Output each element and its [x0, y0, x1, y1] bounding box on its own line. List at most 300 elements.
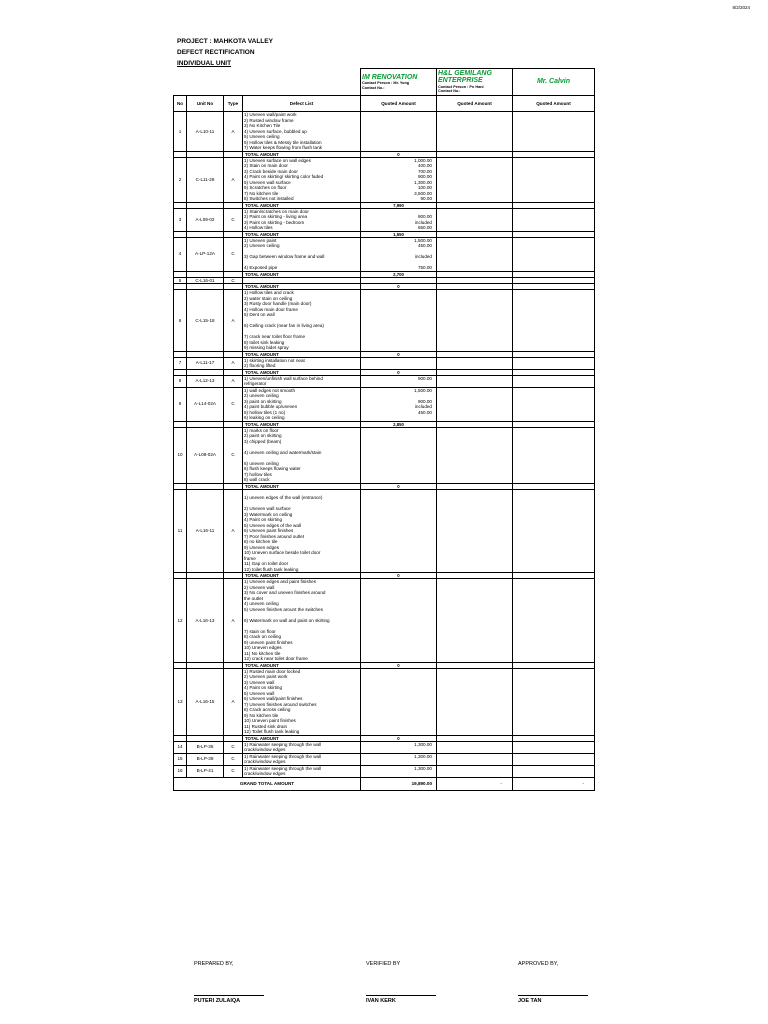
defect-item: 3) Watermark on ceiling — [244, 511, 293, 517]
grand-total-row — [174, 777, 595, 790]
prepared-by-name: PUTERI ZULAIQA — [194, 998, 241, 1004]
defect-item: 6) Hollow tiles & Messy tile installation — [244, 139, 322, 145]
unit-code: A-L16-13 — [187, 579, 224, 663]
col-quoted-3: Quoted Amount — [513, 96, 595, 112]
col-type: Type — [224, 96, 243, 112]
quoted-amount-3-cell — [513, 208, 595, 231]
quoted-amount-cell — [361, 357, 437, 369]
unit-number: 7 — [174, 357, 187, 369]
defect-amount: 1,500.00 — [414, 387, 432, 393]
unit-code: B-LP-41 — [187, 765, 224, 777]
defect-list-cell — [243, 237, 361, 271]
defect-item: 7) Uneven finishes around switches — [244, 701, 317, 707]
grand-total-label: GRAND TOTAL AMOUNT — [174, 777, 361, 790]
defect-item: 8) wall crack — [244, 477, 270, 482]
project-title: PROJECT : MAHKOTA VALLEY — [177, 38, 273, 45]
defect-amount: 650.00 — [417, 225, 432, 230]
defect-item: 1) Rainwater seeping through the wall — [244, 765, 322, 771]
grand-total-value-2: - — [437, 777, 513, 790]
defect-list-cell — [243, 290, 361, 352]
unit-number: 15 — [174, 753, 187, 765]
quoted-amount-2-cell — [437, 489, 513, 573]
defect-item: 9) Uneven edges — [244, 544, 279, 550]
defect-item: 6) leaking on ceiling — [244, 415, 285, 420]
defect-amount: 750.00 — [417, 265, 432, 270]
defect-item: 2) Paint on skirting - living area — [244, 214, 308, 219]
document-subtitle: DEFECT RECTIFICATION — [177, 49, 255, 56]
unit-code: B-LP-39 — [187, 753, 224, 765]
quoted-amount-2-cell — [437, 157, 513, 202]
total-amount-value: 0 — [361, 351, 437, 357]
unit-type: C — [224, 427, 243, 483]
defect-item: 3) Uneven wall — [244, 679, 275, 685]
quoted-amount-3-cell — [513, 112, 595, 152]
defect-list-cell — [243, 357, 361, 369]
defect-item: 4) Exposed pipe — [244, 265, 278, 270]
defect-item: 6) Ceiling crack (near fan in living area) — [244, 323, 324, 328]
total-amount-value: 0 — [361, 735, 437, 741]
defect-item: 5) Uneven wall — [244, 690, 275, 696]
defect-amount: 90.00 — [420, 196, 432, 201]
defect-item: 3) Rusty door handle (main door) — [244, 301, 312, 306]
defect-item: 10) Uneven surface beside toilet door — [244, 550, 321, 555]
unit-number: 14 — [174, 741, 187, 753]
total-amount-value: 0 — [361, 483, 437, 489]
unit-type: C — [224, 277, 243, 284]
unit-type: A — [224, 489, 243, 573]
total-amount-value: 1,550 — [361, 231, 437, 237]
defect-list-cell — [243, 112, 361, 152]
defect-amount — [362, 771, 435, 777]
quoted-amount-3-cell — [513, 375, 595, 387]
unit-number: 5 — [174, 277, 187, 284]
unit-code: A-L08-02A — [187, 427, 224, 483]
defect-list-cell — [243, 157, 361, 202]
unit-type: A — [224, 375, 243, 387]
total-amount-label: TOTAL AMOUNT — [243, 662, 361, 668]
defect-item: 1) wall edges not smooth — [244, 387, 296, 393]
total-amount-label: TOTAL AMOUNT — [243, 271, 361, 277]
defect-list-cell — [243, 753, 361, 765]
defect-item: 4) paint bubble up/uneven — [244, 404, 298, 409]
total-amount-value: 0 — [361, 369, 437, 375]
vendor-1-name: IM RENOVATION — [362, 73, 418, 81]
quoted-amount-cell — [361, 387, 437, 421]
unit-row — [174, 668, 595, 735]
unit-number: 4 — [174, 237, 187, 271]
col-unit-no: Unit No — [187, 96, 224, 112]
defect-list-cell — [243, 765, 361, 777]
quoted-amount-2-cell — [437, 375, 513, 387]
vendor-1-cell — [361, 69, 437, 96]
quoted-amount-2-cell — [437, 427, 513, 483]
defect-amount — [362, 567, 435, 573]
quoted-amount-3-cell — [513, 753, 595, 765]
defect-amount: 900.00 — [417, 375, 432, 381]
defect-item: 5) Uneven finishes arount the switches — [244, 606, 323, 612]
defect-amount — [362, 747, 435, 753]
unit-number: 11 — [174, 489, 187, 573]
unit-row — [174, 157, 595, 202]
defect-item: refrigerator — [244, 381, 267, 386]
total-amount-label: TOTAL AMOUNT — [243, 369, 361, 375]
defect-item: 12) crack near toilet door frame — [244, 656, 308, 661]
defect-amount: 1,300.00 — [414, 179, 432, 185]
defect-item: 4) Hollow tiles — [244, 225, 273, 230]
quoted-amount-3-cell — [513, 387, 595, 421]
defect-item: 1) uneven edges of the wall (entrance) — [244, 495, 323, 500]
quoted-amount-cell — [361, 741, 437, 753]
unit-type: A — [224, 357, 243, 369]
defect-item: 8) toilet sink leaking — [244, 339, 285, 345]
quoted-amount-3-cell — [513, 237, 595, 271]
defect-item: 2) Rusted window frame — [244, 117, 294, 123]
quoted-amount-cell — [361, 489, 437, 573]
defect-item: 10) Uneven paint finishes — [244, 718, 296, 723]
quoted-amount-cell — [361, 753, 437, 765]
quoted-amount-cell — [361, 112, 437, 152]
defect-list-cell — [243, 375, 361, 387]
quoted-amount-cell — [361, 157, 437, 202]
unit-row — [174, 753, 595, 765]
defect-item: 8) Switches not installed — [244, 196, 294, 201]
defect-amount: 3,500.00 — [414, 190, 432, 196]
total-amount-value: 0 — [361, 151, 437, 157]
print-date: 8/2/2024 — [732, 5, 750, 10]
quoted-amount-2-cell — [437, 741, 513, 753]
defect-item: 9) No kitchen tile — [244, 712, 279, 718]
grand-total-value-3: - — [513, 777, 595, 790]
unit-code: A-L16-15 — [187, 668, 224, 735]
defect-item: 4) Uneven surface, bubbled up — [244, 128, 307, 134]
quoted-amount-2-cell — [437, 237, 513, 271]
unit-type: C — [224, 208, 243, 231]
unit-row — [174, 237, 595, 271]
total-amount-label: TOTAL AMOUNT — [243, 151, 361, 157]
unit-row — [174, 489, 595, 573]
defect-item: 4) uneven ceiling and watermark/stain — [244, 449, 322, 455]
verified-by-name: IVAN KERK — [366, 998, 396, 1004]
defect-list-cell — [243, 427, 361, 483]
defect-item: 3) No cover and uneven finishes around — [244, 590, 326, 595]
quoted-amount-3-cell — [513, 427, 595, 483]
defect-item: 6) flush keeps flowing water — [244, 466, 301, 471]
defect-item: 4) Hollow main door frame — [244, 306, 298, 312]
defect-item: 12) toilet flush tank leaking — [244, 566, 299, 572]
defect-item: 6) Watermark on wall and paint on skirting — [244, 617, 330, 623]
verified-by-label: VERIFIED BY — [366, 961, 401, 967]
defect-amount — [362, 415, 435, 421]
unit-code: A-L14-02A — [187, 387, 224, 421]
grand-total-value-1: 19,890.00 — [361, 777, 437, 790]
defect-amount: included — [414, 404, 432, 409]
unit-type: A — [224, 668, 243, 735]
quoted-amount-cell — [361, 237, 437, 271]
defect-list-cell — [243, 741, 361, 753]
defect-item: 2) flooring lifted — [244, 363, 276, 368]
defect-item: 7) hollow tiles — [244, 471, 272, 477]
defect-item: 2) Uneven wall surface — [244, 506, 291, 511]
vendor-2-cell — [437, 69, 513, 96]
verified-signature-line — [366, 995, 436, 996]
defect-amount — [362, 477, 435, 483]
unit-row — [174, 579, 595, 663]
total-amount-label: TOTAL AMOUNT — [243, 351, 361, 357]
quoted-amount-2-cell — [437, 387, 513, 421]
total-amount-label: TOTAL AMOUNT — [243, 284, 361, 290]
quoted-amount-cell — [361, 375, 437, 387]
unit-row — [174, 357, 595, 369]
total-amount-label: TOTAL AMOUNT — [243, 231, 361, 237]
defect-item: 2) paint on skirting — [244, 433, 282, 438]
defect-amount — [362, 656, 435, 662]
quoted-amount-2-cell — [437, 753, 513, 765]
defect-amount — [362, 145, 435, 151]
unit-code: A-L11-17 — [187, 357, 224, 369]
defect-item: 4) uneven ceiling — [244, 601, 279, 606]
defect-amount: 700.00 — [417, 168, 432, 174]
defect-item: 5) hollow tiles (1 no) — [244, 409, 286, 415]
defect-amount — [362, 759, 435, 765]
unit-number: 12 — [174, 579, 187, 663]
defect-item — [244, 278, 359, 284]
defect-amount: 1,300.00 — [414, 765, 432, 771]
quoted-amount-cell — [361, 765, 437, 777]
defect-item: 2) Uneven wall — [244, 584, 275, 590]
unit-type: C — [224, 237, 243, 271]
defect-amount — [362, 345, 435, 351]
defect-item: 3) No Kitchen Tile — [244, 123, 281, 128]
defect-amount: included — [414, 219, 432, 225]
defect-item: 1) Hollow tiles and crack — [244, 290, 294, 295]
unit-code: A-LP-12A — [187, 237, 224, 271]
defect-item: crack/window edges — [244, 747, 286, 752]
quoted-amount-2-cell — [437, 357, 513, 369]
defect-item: 1) Stain/scratches on main door — [244, 208, 309, 214]
defect-item: 3) Crack beside main door — [244, 168, 298, 174]
total-amount-value: 2,700 — [361, 271, 437, 277]
defect-amount: 1,300.00 — [414, 741, 432, 747]
unit-row — [174, 741, 595, 753]
total-amount-label: TOTAL AMOUNT — [243, 735, 361, 741]
total-amount-value: 7,990 — [361, 202, 437, 208]
quoted-amount-2-cell — [437, 208, 513, 231]
quoted-amount-cell — [361, 427, 437, 483]
defect-item: 1) marks on floor — [244, 427, 279, 433]
defect-item: 3) Gap between window frame and wall — [244, 254, 325, 259]
vendor-2-contact-person: Contact Person : Pn Hani — [438, 84, 484, 89]
defect-item: 2) Uneven paint work — [244, 674, 288, 679]
defect-item: crack/window edges — [244, 759, 286, 764]
unit-type: C — [224, 741, 243, 753]
defect-item: 4) Paint on skirting — [244, 517, 283, 522]
unit-row — [174, 112, 595, 152]
quoted-amount-2-cell — [437, 290, 513, 352]
defect-item: 1) Rainwater seeping through the wall — [244, 741, 322, 747]
defect-list-cell — [243, 208, 361, 231]
unit-type: A — [224, 157, 243, 202]
unit-code: A-L10-11 — [187, 112, 224, 152]
quoted-amount-3-cell — [513, 579, 595, 663]
approved-by-name: JOE TAN — [518, 998, 542, 1004]
col-no: No — [174, 96, 187, 112]
defect-item: 9) uneven paint finishes — [244, 639, 293, 645]
total-amount-label: TOTAL AMOUNT — [243, 202, 361, 208]
defect-item: 12) Toilet flush tank leaking — [244, 729, 300, 734]
quoted-amount-2-cell — [437, 112, 513, 152]
prepared-signature-line — [194, 995, 264, 996]
defect-item: 2) water stain on ceiling — [244, 295, 293, 301]
total-amount-value: 0 — [361, 284, 437, 290]
defect-item: 7) Poor finishes around outlet — [244, 533, 305, 539]
unit-row — [174, 375, 595, 387]
defect-amount: 450.00 — [417, 409, 432, 415]
col-quoted-2: Quoted Amount — [437, 96, 513, 112]
defect-amount: 900.00 — [417, 398, 432, 404]
defect-amount: 100.00 — [417, 185, 432, 190]
defect-item: 2) Stain on main door — [244, 163, 288, 168]
defect-item: 1) Uneven edges and paint finishes — [244, 579, 317, 584]
defect-amount: 400.00 — [417, 163, 432, 168]
defect-amount: 900.00 — [417, 214, 432, 219]
unit-code: C-L16-01 — [187, 277, 224, 284]
quoted-amount-cell — [361, 668, 437, 735]
quoted-amount-3-cell — [513, 489, 595, 573]
defect-amount: included — [414, 254, 432, 259]
quoted-amount-2-cell — [437, 579, 513, 663]
defect-item: 4) Paint on skirting/ skirting color faded — [244, 174, 324, 179]
column-header-row — [174, 96, 595, 112]
approved-by-label: APPROVED BY, — [518, 961, 559, 967]
defect-item: 5) Dent on wall — [244, 312, 275, 317]
vendor-3-cell — [513, 69, 595, 96]
unit-type: C — [224, 765, 243, 777]
defect-list-cell — [243, 489, 361, 573]
defect-amount — [362, 278, 435, 284]
quoted-amount-3-cell — [513, 765, 595, 777]
total-amount-value: 0 — [361, 573, 437, 579]
defect-item: 11) Rusted sink drain — [244, 723, 288, 729]
quoted-amount-cell — [361, 208, 437, 231]
unit-row — [174, 208, 595, 231]
approved-signature-line — [518, 995, 588, 996]
defect-amount: 900.00 — [417, 174, 432, 179]
defect-item: 11) No kitchen tile — [244, 650, 281, 656]
unit-number: 1 — [174, 112, 187, 152]
defect-item: 6) Uneven wall/paint finishes — [244, 696, 303, 701]
defect-item: 3) chipped (beam) — [244, 438, 282, 444]
unit-code: B-LP-35 — [187, 741, 224, 753]
defect-item: 8) no kitchen tile — [244, 539, 278, 544]
unit-type: A — [224, 112, 243, 152]
col-defect-list: Defect List — [243, 96, 361, 112]
defect-item: 11) Gap on toilet door — [244, 561, 289, 566]
total-amount-value: 2,850 — [361, 421, 437, 427]
defect-table — [173, 68, 595, 791]
defect-item: 1) skirting installation not neat — [244, 357, 305, 363]
defect-amount — [362, 729, 435, 735]
vendor-2-contact-no: Contact No.: — [438, 89, 461, 94]
defect-item: 6) Scratches on floor — [244, 185, 287, 190]
defect-item: 8) crack on ceiling — [244, 634, 282, 639]
total-amount-label: TOTAL AMOUNT — [243, 573, 361, 579]
defect-item: 7) No kitchen tile — [244, 190, 279, 196]
defect-item: 3) paint on skirting — [244, 398, 282, 404]
defect-item: 2) uneven ceiling — [244, 393, 279, 398]
defect-item: 2) Uneven ceiling — [244, 243, 280, 248]
unit-code: A-L12-13 — [187, 375, 224, 387]
unit-row — [174, 765, 595, 777]
quoted-amount-3-cell — [513, 357, 595, 369]
defect-item: 9) missing bidet spray — [244, 345, 289, 350]
defect-item: 6) Uneven paint finishes — [244, 528, 294, 533]
unit-type: C — [224, 387, 243, 421]
defect-item: 10) Uneven edges — [244, 645, 282, 650]
vendor-3-name: Mr. Calvin — [536, 78, 571, 86]
prepared-by-label: PREPARED BY, — [194, 961, 234, 967]
unit-number: 9 — [174, 387, 187, 421]
unit-number: 3 — [174, 208, 187, 231]
defect-item: 1) Uneven wall/paint work — [244, 112, 297, 117]
defect-item: 1) Rainwater seeping through the wall — [244, 753, 322, 759]
total-amount-value: 0 — [361, 662, 437, 668]
unit-code: A-L16-11 — [187, 489, 224, 573]
quoted-amount-3-cell — [513, 741, 595, 753]
unit-code: A-L09-02 — [187, 208, 224, 231]
defect-amount: 450.00 — [417, 243, 432, 248]
defect-item: 1) Uneven paint — [244, 237, 277, 243]
defect-item: 5) Uneven ceiling — [244, 134, 280, 139]
unit-number: 13 — [174, 668, 187, 735]
unit-code: C-L15-18 — [187, 290, 224, 352]
quoted-amount-3-cell — [513, 668, 595, 735]
defect-amount: 1,000.00 — [414, 157, 432, 163]
defect-list-cell — [243, 387, 361, 421]
unit-type: C — [224, 753, 243, 765]
defect-amount: 1,300.00 — [414, 753, 432, 759]
quoted-amount-2-cell — [437, 668, 513, 735]
total-amount-label: TOTAL AMOUNT — [243, 421, 361, 427]
defect-item: 1) Rusted main door locked — [244, 668, 301, 674]
quoted-amount-cell — [361, 579, 437, 663]
unit-type: A — [224, 579, 243, 663]
defect-amount — [362, 381, 435, 387]
defect-item: 1) Uneven/unfinish wall surface behind — [244, 375, 323, 381]
defect-item: the outlet — [244, 595, 263, 601]
defect-item: 3) Paint on skirting - bedroom — [244, 219, 305, 225]
defect-item: 5) Uneven wall surface — [244, 179, 291, 185]
vendor-2-name: H&L GEMILANG ENTERPRISE — [438, 70, 492, 85]
defect-list-cell — [243, 579, 361, 663]
defect-item: crack/window edges — [244, 771, 286, 776]
unit-type-heading: INDIVIDUAL UNIT — [177, 60, 232, 67]
unit-row — [174, 387, 595, 421]
vendor-1-contact-person: Contact Person : Mr. Yong — [362, 81, 410, 86]
defect-item: 7) Water keeps flowing from flush tank — [244, 145, 322, 150]
defect-item: 8) Crack across ceiling — [244, 707, 291, 712]
unit-code: C-L11-28 — [187, 157, 224, 202]
defect-item: frame — [244, 555, 256, 561]
unit-row — [174, 290, 595, 352]
unit-number: 10 — [174, 427, 187, 483]
unit-number: 16 — [174, 765, 187, 777]
vendor-header-row — [174, 69, 595, 96]
vendor-1-contact-no: Contact No.: — [362, 85, 385, 90]
quoted-amount-3-cell — [513, 157, 595, 202]
quoted-amount-2-cell — [437, 765, 513, 777]
quoted-amount-3-cell — [513, 290, 595, 352]
total-amount-label: TOTAL AMOUNT — [243, 483, 361, 489]
